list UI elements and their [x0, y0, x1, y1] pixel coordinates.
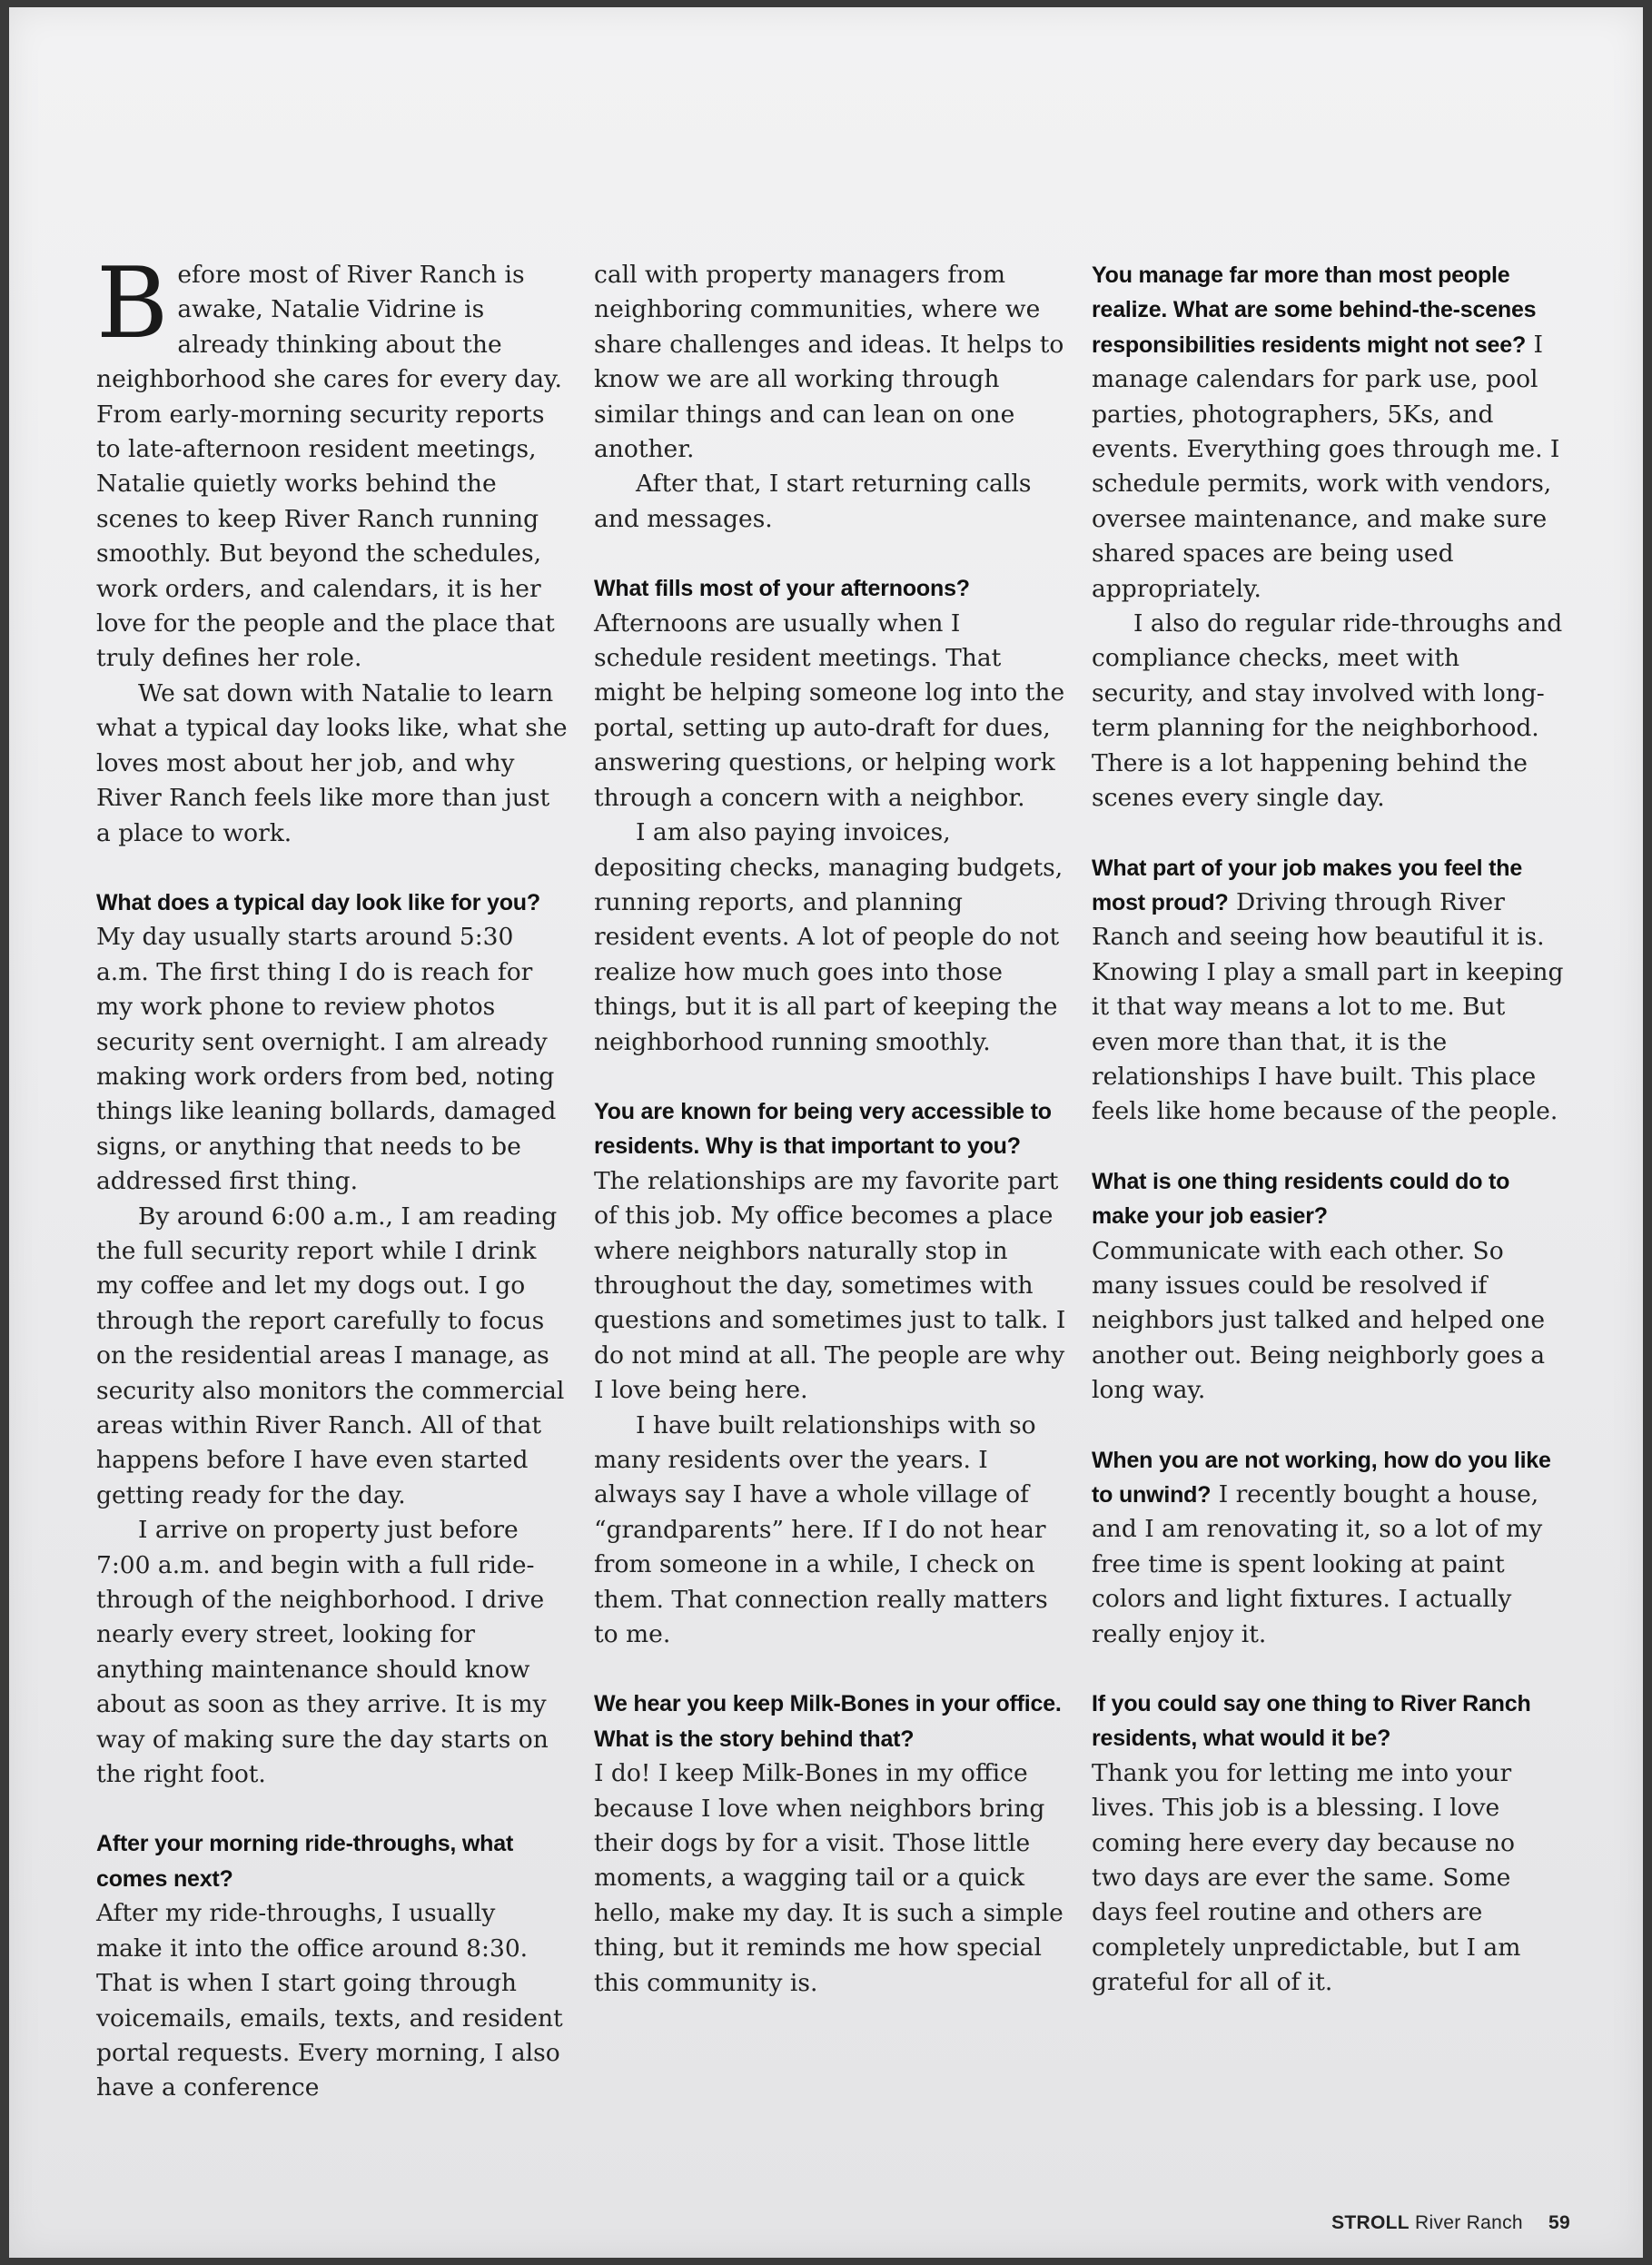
question: What part of your job makes you feel the most proud? [1092, 855, 1523, 915]
column-2 [594, 258, 1066, 2001]
answer: Communicate with each other. So many issues could be resolved if neighbors just talked and helped one another out. Being neighborly goes a long way. [1092, 1236, 1546, 1405]
answer: Driving through River Ranch and seeing how beautiful it is. Knowing I play a small part in keeping it that way means a lot to me. But even more than that, it is the relationships I have built. This place feels like home because of the people. [1092, 887, 1564, 1126]
answer-continued: call with property managers from neighboring communities, where we share challenges and ideas. It helps to know we are all working through similar things and can lean on one another. [594, 261, 1064, 464]
answer: My day usually starts around 5:30 a.m. The first thing I do is reach for my work phone to review photos security sent overnight. I am already making work orders from bed, noting things like leaning bollards, damaged signs, or anything that needs to be addressed first thing. [96, 923, 557, 1196]
answer: Thank you for letting me into your lives. This job is a blessing. I love coming here every day because no two days are ever the same. Some days feel routine and others are completely unpredictable, but I am grateful for all of it. [1092, 1758, 1521, 1997]
question: When you are not working, how do you like to unwind? [1092, 1447, 1551, 1508]
qa-responsibilities [1092, 258, 1564, 607]
magazine-page [9, 7, 1643, 2258]
question: After your morning ride-throughs, what comes next? [96, 1831, 514, 1892]
column-1 [96, 247, 569, 2106]
question: You are known for being very accessible to residents. Why is that important to you? [594, 1098, 1052, 1160]
answer-paragraph: I arrive on property just before 7:00 a.m. and begin with a full ride-through of the neighborhood. I drive nearly every street, looking for anything maintenance should know about as soon as they arrive. It is my way of making sure the day starts on the right foot. [96, 1516, 549, 1789]
answer-paragraph: By around 6:00 a.m., I am reading the full security report while I drink my coffee and let my dogs out. I go through the report carefully to focus on the residential areas I manage, as security also monitors the commercial areas within River Ranch. All of that happens before I have even started getting ready for the day. [96, 1202, 565, 1509]
intro-paragraph: Before most of River Ranch is awake, Natalie Vidrine is already thinking about the neighborhood she cares for every day. From early-morning security reports to late-afternoon resident meetings, Natalie quietly works behind the scenes to keep River Ranch running smoothly. But beyond the schedules, work orders, and calendars, it is her love for the people and the place that truly defines her role. [96, 247, 562, 673]
answer-paragraph: I have built relationships with so many residents over the years. I always say I have a whole village of “grandparents” here. If I do not hear from someone in a while, I check on them. That connection really matters to me. [594, 1410, 1048, 1649]
answer-paragraph: After that, I start returning calls and messages. [594, 470, 1032, 533]
footer-brand: STROLL [1331, 2212, 1410, 2233]
qa-proud [1092, 851, 1564, 1130]
qa-typical-day [96, 885, 569, 1200]
answer-paragraph: I am also paying invoices, depositing checks, managing budgets, running reports, and planning resident events. A lot of people do not realize how much goes into those things, but it is all part of keeping the neighborhood running smoothly. [594, 818, 1063, 1056]
qa-unwind [1092, 1443, 1564, 1652]
answer: The relationships are my favorite part of this job. My office becomes a place where neighbors naturally stop in throughout the day, sometimes with questions and sometimes just to talk. I do not mind at all. The people are why I love being here. [594, 1166, 1066, 1405]
drop-cap: B [96, 247, 169, 361]
question: What does a typical day look like for you? [96, 889, 540, 915]
answer: I do! I keep Milk-Bones in my office because I love when neighbors bring their dogs by for a visit. Those little moments, a wagging tail or a quick hello, make my day. It is such a simple thing, but it reminds me how special this community is. [594, 1759, 1063, 1997]
page-footer [1331, 2212, 1570, 2234]
answer: After my ride-throughs, I usually make it into the office around 8:30. That is when I start going through voicemails, emails, texts, and resident portal requests. Every morning, I also have a conference [96, 1899, 563, 2102]
page-number: 59 [1548, 2212, 1570, 2233]
answer-paragraph: I also do regular ride-throughs and compliance checks, meet with security, and stay involved with long-term planning for the neighborhood. There is a lot happening behind the scenes every single day. [1092, 609, 1563, 813]
question: If you could say one thing to River Ranch residents, what would it be? [1092, 1691, 1531, 1752]
question: What is one thing residents could do to make your job easier? [1092, 1168, 1510, 1230]
footer-publication: River Ranch [1415, 2212, 1523, 2233]
answer: I manage calendars for park use, pool parties, photographers, 5Ks, and events. Everything goes through me. I schedule permits, work with vendors, oversee maintenance, and make sure shared spaces are being used appropriately. [1092, 330, 1560, 603]
question: We hear you keep Milk-Bones in your office. What is the story behind that? [594, 1691, 1062, 1752]
answer: Afternoons are usually when I schedule resident meetings. That might be helping someone log into the portal, setting up auto-draft for dues, answering questions, or helping work through a concern with a neighbor. [594, 608, 1065, 812]
qa-accessible [594, 1094, 1066, 1409]
question: You manage far more than most people realize. What are some behind-the-scenes responsibilities residents might not see? [1092, 262, 1537, 358]
column-3 [1092, 258, 1564, 2001]
answer: I recently bought a house, and I am renovating it, so a lot of my free time is spent looking at paint colors and light fixtures. I actually really enjoy it. [1092, 1480, 1543, 1648]
question: What fills most of your afternoons? [594, 576, 970, 602]
intro-paragraph-2: We sat down with Natalie to learn what a typical day looks like, what she loves most about her job, and why River Ranch feels like more than just a place to work. [96, 678, 568, 847]
